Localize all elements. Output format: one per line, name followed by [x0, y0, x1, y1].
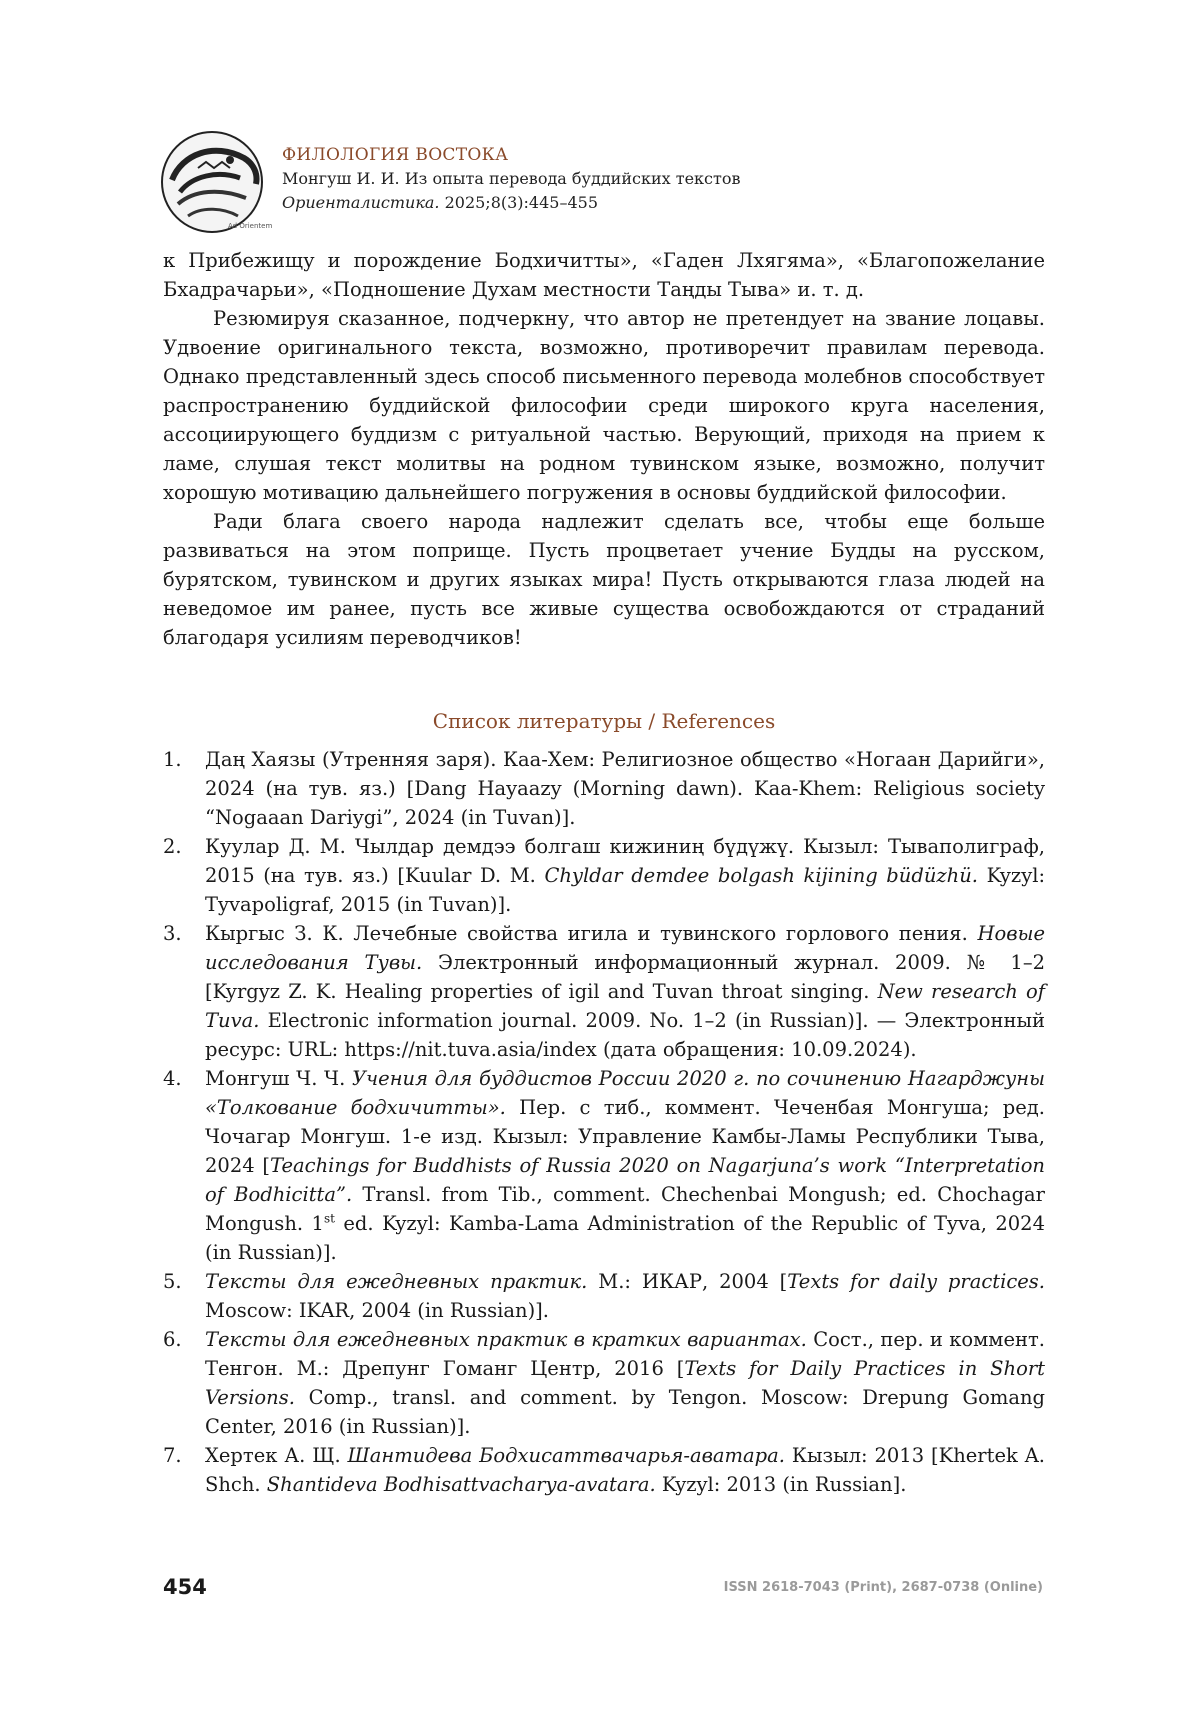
running-header — [282, 143, 741, 215]
reference-item: 3. Кыргыс З. К. Лечебные свойства игила и тувинского горлового пения. Новые исследования Тувы. Электронный информационный журнал. 2009. № 1–2 [Kyrgyz Z. K. Healing properties of igil and Tuvan throat singing. New research of Tuva. Electronic information journal. 2009. No. 1–2 (in Russian)]. — Электронный ресурс: URL: https://nit.tuva.asia/index (дата обращения: 10.09.2024). — [163, 919, 1045, 1064]
reference-number: 1. — [163, 748, 182, 771]
logo-text: Ad Orientem — [228, 222, 273, 230]
reference-item: 1. Даң Хаязы (Утренняя заря). Каа-Хем: Религиозное общество «Ногаан Дарийги», 2024 (на тув. яз.) [Dang Hayaazy (Morning dawn). Kaa-Khem: Religious society “Nogaaan Dariygi”, 2024 (in Tuvan)]. — [163, 745, 1045, 832]
reference-number: 5. — [163, 1270, 182, 1293]
citation-rest: 2025;8(3):445–455 — [439, 193, 599, 212]
journal-name: ФИЛОЛОГИЯ ВОСТОКА — [282, 145, 509, 165]
issn-footer: ISSN 2618-7043 (Print), 2687-0738 (Online) — [723, 1580, 1043, 1595]
reference-item: 2. Куулар Д. М. Чылдар демдээ болгаш кижиниң бүдүжү. Кызыл: Тываполиграф, 2015 (на тув. яз.) [Kuular D. M. Chyldar demdee bolgash kijining büdüzhü. Kyzyl: Tyvapoligraf, 2015 (in Tuvan)]. — [163, 832, 1045, 919]
reference-item: 6. Тексты для ежедневных практик в кратких вариантах. Сост., пер. и коммент. Тенгон. М.: Дрепунг Гоманг Центр, 2016 [Texts for Daily Practices in Short Versions. Comp., transl. and comment. by Tengon. Moscow: Drepung Gomang Center, 2016 (in Russian)]. — [163, 1325, 1045, 1441]
reference-number: 3. — [163, 922, 182, 945]
references-title: Список литературы / References — [432, 709, 776, 733]
reference-number: 6. — [163, 1328, 182, 1351]
reference-number: 7. — [163, 1444, 182, 1467]
reference-item: 5. Тексты для ежедневных практик. М.: ИКАР, 2004 [Texts for daily practices. Moscow: IKAR, 2004 (in Russian)]. — [163, 1267, 1045, 1325]
reference-item: 7. Хертек А. Щ. Шантидева Бодхисаттвачарья-аватара. Кызыл: 2013 [Khertek A. Shch. Shantideva Bodhisattvacharya-avatara. Kyzyl: 2013 (in Russian]. — [163, 1441, 1045, 1499]
paragraph-1: к Прибежищу и порождение Бодхичитты», «Гаден Лхягяма», «Благопожелание Бхадрачарьи», «Подношение Духам местности Таңды Тыва» и. т. д. — [163, 249, 1045, 301]
reference-number: 4. — [163, 1067, 182, 1090]
paragraph-2: Резюмируя сказанное, подчеркну, что автор не претендует на звание лоцавы. Удвоение оригинального текста, возможно, противоречит правилам перевода. Однако представленный здесь способ письменного перевода молебнов способствует распространению буддийской философии среди широкого круга населения, ассоциирующего буддизм с ритуальной частью. Верующий, приходя на прием к ламе, слушая текст молитвы на родном тувинском языке, возможно, получит хорошую мотивацию дальнейшего погружения в основы буддийской философии. — [163, 307, 1045, 504]
reference-number: 2. — [163, 835, 182, 858]
article-line: Монгуш И. И. Из опыта перевода буддийских текстов — [282, 169, 741, 188]
paragraph-3: Ради блага своего народа надлежит сделать все, чтобы еще больше развиваться на этом поприще. Пусть процветает учение Будды на русском, бурятском, тувинском и других языках мира! Пусть открываются глаза людей на неведомое им ранее, пусть все живые существа освобождаются от страданий благодаря усилиям переводчиков! — [163, 510, 1045, 649]
citation-journal: Ориенталистика. — [282, 193, 440, 212]
citation-line — [282, 191, 741, 215]
page-number: 454 — [163, 1575, 207, 1599]
body-text — [163, 246, 1045, 652]
reference-item: 4. Монгуш Ч. Ч. Учения для буддистов России 2020 г. по сочинению Нагарджуны «Толкование бодхичитты». Пер. с тиб., коммент. Чеченбая Монгуша; ред. Чочагар Монгуш. 1-е изд. Кызыл: Управление Камбы-Ламы Республики Тыва, 2024 [Teachings for Buddhists of Russia 2020 on Nagarjuna’s work “Interpretation of Bodhicitta”. Transl. from Tib., comment. Chechenbai Mongush; ed. Chochagar Mongush. 1st ed. Kyzyl: Kamba-Lama Administration of the Republic of Tyva, 2024 (in Russian)]. — [163, 1064, 1045, 1267]
references-list — [163, 745, 1045, 1499]
journal-logo-icon — [158, 128, 273, 236]
